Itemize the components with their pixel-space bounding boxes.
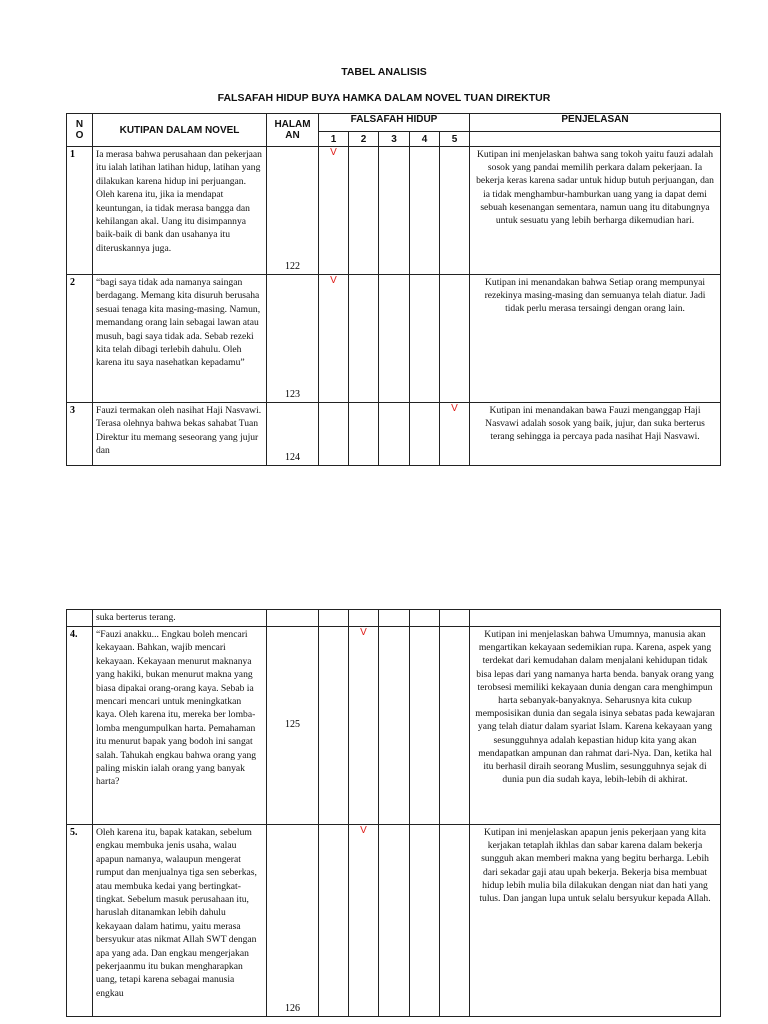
analysis-table-part-2	[66, 609, 721, 1017]
falsafah-cell	[440, 825, 470, 1017]
falsafah-cell	[349, 610, 379, 627]
row-quote: “Fauzi anakku... Engkau boleh mencari kekayaan. Bahkan, wajib mencari kekayaan. Kekayaan menurut maknanya yang hakiki, bukan menurut makna yang biasa dipakai orang-orang kaya. Sebab ia mencari mencari untuk meningkatkan kaya. Oleh karena itu, mereka ber lomba-lomba mengumpulkan harta. Pemahaman itu menurut bapak yang bodoh ini sangat salah. Tahukah engkau bahwa orang yang paling miskin ialah orang yang banyak harta?	[93, 627, 267, 825]
falsafah-cell	[410, 147, 440, 275]
falsafah-check-mark: V	[440, 403, 470, 466]
row-page: 122	[267, 147, 319, 275]
falsafah-cell	[410, 403, 440, 466]
row-explanation: Kutipan ini menandakan bahwa Setiap orang mempunyai rezekinya masing-masing dan semuanya telah diatur. Jadi tidak perlu merasa tersaingi dengan orang lain.	[470, 275, 721, 403]
row-number: 2	[67, 275, 93, 403]
table-row	[67, 627, 721, 825]
row-quote: suka berterus terang.	[93, 610, 267, 627]
falsafah-cell	[410, 610, 440, 627]
header-falsafah-col-1: 1	[319, 132, 349, 147]
falsafah-cell	[319, 403, 349, 466]
table-row	[67, 275, 721, 403]
row-page: 124	[267, 403, 319, 466]
document-title: TABEL ANALISIS	[341, 66, 427, 78]
row-number: 4.	[67, 627, 93, 825]
row-number	[67, 610, 93, 627]
falsafah-cell	[379, 627, 410, 825]
table-row	[67, 403, 721, 466]
falsafah-cell	[410, 627, 440, 825]
header-falsafah: FALSAFAH HIDUP	[319, 114, 470, 132]
falsafah-cell	[349, 403, 379, 466]
falsafah-check-mark: V	[319, 147, 349, 275]
falsafah-cell	[379, 403, 410, 466]
row-explanation: Kutipan ini menjelaskan bahwa Umumnya, manusia akan mengartikan kekayaan sedemikian rupa. Karena, aspek yang terdekat dari kemudahan dalam menjalani kehidupan tidak bisa lepas dari yang namanya harta benda. banyak orang yang terobsesi memiliki kekayaan dunia dengan cara menghimpun harta sebanyak-banyaknya. Seharusnya kita cukup memposisikan dunia dan segala isinya sebatas pada kewajaran yang telah diatur dalam syariat Islam. Karena kekayaan yang sesungguhnya adalah kepastian hidup kita yang akan mendapatkan ampunan dan rahmat dari-Nya. Dan, ketika hal itu berhasil diraih seorang Muslim, sesungguhnya sejak di dunia pun dia sudah kaya, lebih-lebih di akhirat.	[470, 627, 721, 825]
document-subtitle: FALSAFAH HIDUP BUYA HAMKA DALAM NOVEL TUAN DIREKTUR	[217, 92, 551, 104]
row-page: 123	[267, 275, 319, 403]
falsafah-cell	[440, 627, 470, 825]
header-page: HALAM AN	[267, 114, 319, 147]
falsafah-cell	[379, 275, 410, 403]
falsafah-cell	[379, 825, 410, 1017]
falsafah-cell	[410, 825, 440, 1017]
falsafah-cell	[319, 825, 349, 1017]
header-falsafah-col-3: 3	[379, 132, 410, 147]
falsafah-check-mark: V	[319, 275, 349, 403]
falsafah-cell	[319, 610, 349, 627]
row-number: 5.	[67, 825, 93, 1017]
row-page	[267, 610, 319, 627]
falsafah-cell	[440, 275, 470, 403]
falsafah-check-mark: V	[349, 627, 379, 825]
row-explanation: Kutipan ini menjelaskan apapun jenis pekerjaan yang kita kerjakan tetaplah ikhlas dan sabar karena dalam bekerja sungguh akan memberi makna yang begitu berharga. Lebih dari sekadar gaji atau upah bekerja. Bekerja bisa membuat hidup lebih mulia bila dilakukan dengan niat dan hati yang tulus. Dan jangan lupa untuk selalu bersyukur kepada Allah.	[470, 825, 721, 1017]
falsafah-check-mark: V	[349, 825, 379, 1017]
falsafah-cell	[379, 147, 410, 275]
falsafah-cell	[410, 275, 440, 403]
row-page: 125	[267, 627, 319, 825]
analysis-table-part-1	[66, 113, 721, 466]
row-quote: Ia merasa bahwa perusahaan dan pekerjaan itu ialah latihan latihan hidup, latihan yang dilakukan karena hidup ini perjuangan. Oleh karena itu, jika ia mendapat keuntungan, ia tidak merasa bangga dan kehilangan akal. Uang itu disimpannya baik-baik di bank dan usahanya itu diteruskannya juga.	[93, 147, 267, 275]
header-explanation-blank	[470, 132, 721, 147]
header-falsafah-col-5: 5	[440, 132, 470, 147]
row-number: 1	[67, 147, 93, 275]
falsafah-cell	[379, 610, 410, 627]
header-no: N O	[67, 114, 93, 147]
row-explanation: Kutipan ini menandakan bawa Fauzi menganggap Haji Nasvawi adalah sosok yang baik, jujur, dan suka berterus terang sehingga ia percaya pada nasihat Haji Nasvawi.	[470, 403, 721, 466]
row-quote: Oleh karena itu, bapak katakan, sebelum engkau membuka jenis usaha, walau apapun namanya, walaupun mengerat rumput dan menjualnya tiga sen seberkas, atau membuka kedai yang bertingkat-tingkat. Sebelum masuk perusahaan itu, haruslah ditanamkan lebih dahulu kekayaan dalam hatimu, yaitu merasa bersyukur atas nikmat Allah SWT dengan apa yang ada. Dan engkau mengerjakan pekerjaanmu itu bukan mengharapkan uang, tetapi karena sebagai manusia engkau	[93, 825, 267, 1017]
falsafah-cell	[319, 627, 349, 825]
header-explanation: PENJELASAN	[470, 114, 721, 132]
header-falsafah-col-2: 2	[349, 132, 379, 147]
row-number: 3	[67, 403, 93, 466]
header-quote: KUTIPAN DALAM NOVEL	[93, 114, 267, 147]
row-page: 126	[267, 825, 319, 1017]
row-quote: “bagi saya tidak ada namanya saingan berdagang. Memang kita disuruh berusaha sesuai tenaga kita masing-masing. Namun, memandang orang lain sebagai lawan atau musuh, bagi saya tidak ada. Sebab rezeki kita telah dibagi terlebih dahulu. Oleh karena itu saya nasehatkan kepadamu”	[93, 275, 267, 403]
falsafah-cell	[349, 275, 379, 403]
falsafah-cell	[349, 147, 379, 275]
falsafah-cell	[440, 610, 470, 627]
row-quote: Fauzi termakan oleh nasihat Haji Nasvawi. Terasa olehnya bahwa bekas sahabat Tuan Direktur itu memang seseorang yang jujur dan	[93, 403, 267, 466]
header-falsafah-col-4: 4	[410, 132, 440, 147]
table-row	[67, 147, 721, 275]
row-explanation: Kutipan ini menjelaskan bahwa sang tokoh yaitu fauzi adalah sosok yang pandai memilih perkara dalam pekerjaan. Ia bekerja keras karena sadar untuk hidup butuh perjuangan, dan ia tidak menghambur-hamburkan uang yang ia dapat demi sebuah kesenangan sementara, namun uang itu ditabungnya untuk sesuatu yang lebih berharga dikemudian hari.	[470, 147, 721, 275]
row-explanation	[470, 610, 721, 627]
table-row	[67, 610, 721, 627]
falsafah-cell	[440, 147, 470, 275]
table-row	[67, 825, 721, 1017]
